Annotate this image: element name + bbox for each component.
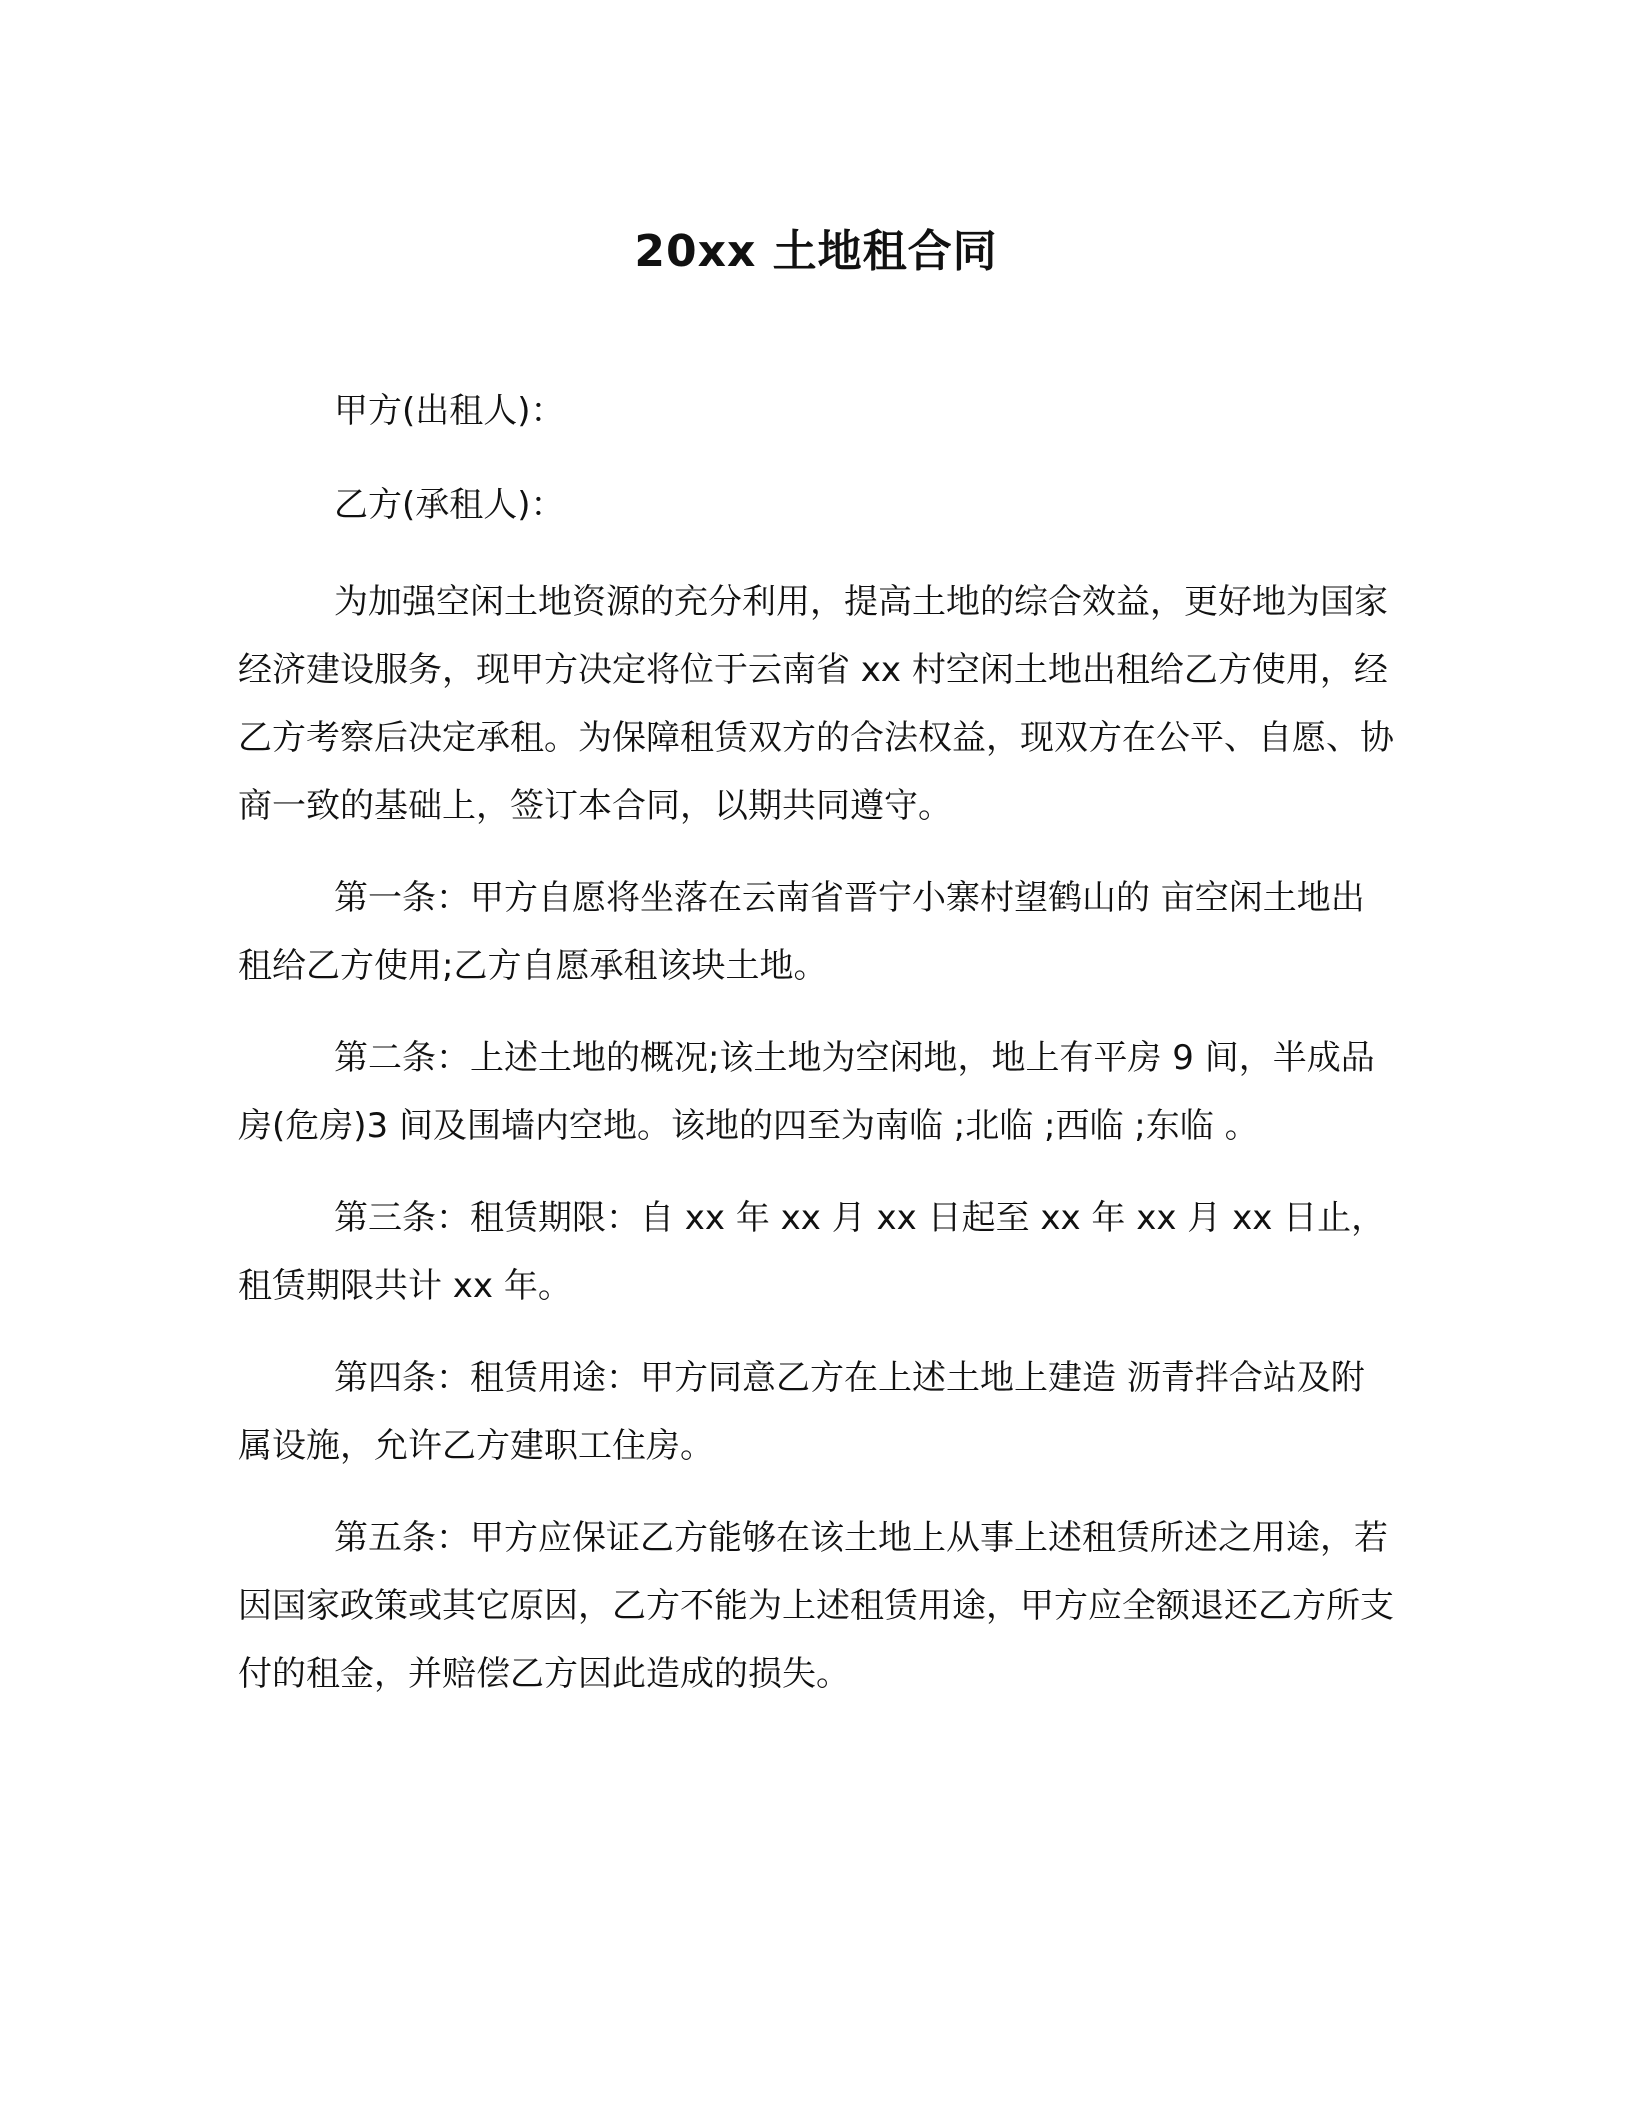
article-5-paragraph: 第五条：甲方应保证乙方能够在该土地上从事上述租赁所述之用途，若因国家政策或其它原因，乙方不能为上述租赁用途，甲方应全额退还乙方所支付的租金，并赔偿乙方因此造成的损失。 xyxy=(238,1518,1394,1694)
article-1-paragraph: 第一条：甲方自愿将坐落在云南省晋宁小寨村望鹤山的 亩空闲土地出租给乙方使用;乙方自愿承租该块土地。 xyxy=(238,878,1365,986)
preamble-paragraph: 为加强空闲土地资源的充分利用，提高土地的综合效益，更好地为国家经济建设服务，现甲方决定将位于云南省 xx 村空闲土地出租给乙方使用，经乙方考察后决定承租。为保障租赁双方的合法权益，现双方在公平、自愿、协商一致的基础上，签订本合同，以期共同遵守。 xyxy=(238,582,1394,826)
party-b-line: 乙方(承租人)： xyxy=(334,485,565,525)
article-3-paragraph: 第三条：租赁期限：自 xx 年 xx 月 xx 日起至 xx 年 xx 月 xx 日止，租赁期限共计 xx 年。 xyxy=(238,1198,1386,1306)
party-a-line: 甲方(出租人)： xyxy=(334,391,565,431)
document-body xyxy=(238,380,1398,1732)
article-4-paragraph: 第四条：租赁用途：甲方同意乙方在上述土地上建造 沥青拌合站及附属设施，允许乙方建职工住房。 xyxy=(238,1358,1365,1466)
document-title: 20xx 土地租合同 xyxy=(634,226,998,277)
article-2-paragraph: 第二条：上述土地的概况;该土地为空闲地，地上有平房 9 间，半成品房(危房)3 间及围墙内空地。该地的四至为南临 ;北临 ;西临 ;东临 。 xyxy=(238,1038,1375,1146)
